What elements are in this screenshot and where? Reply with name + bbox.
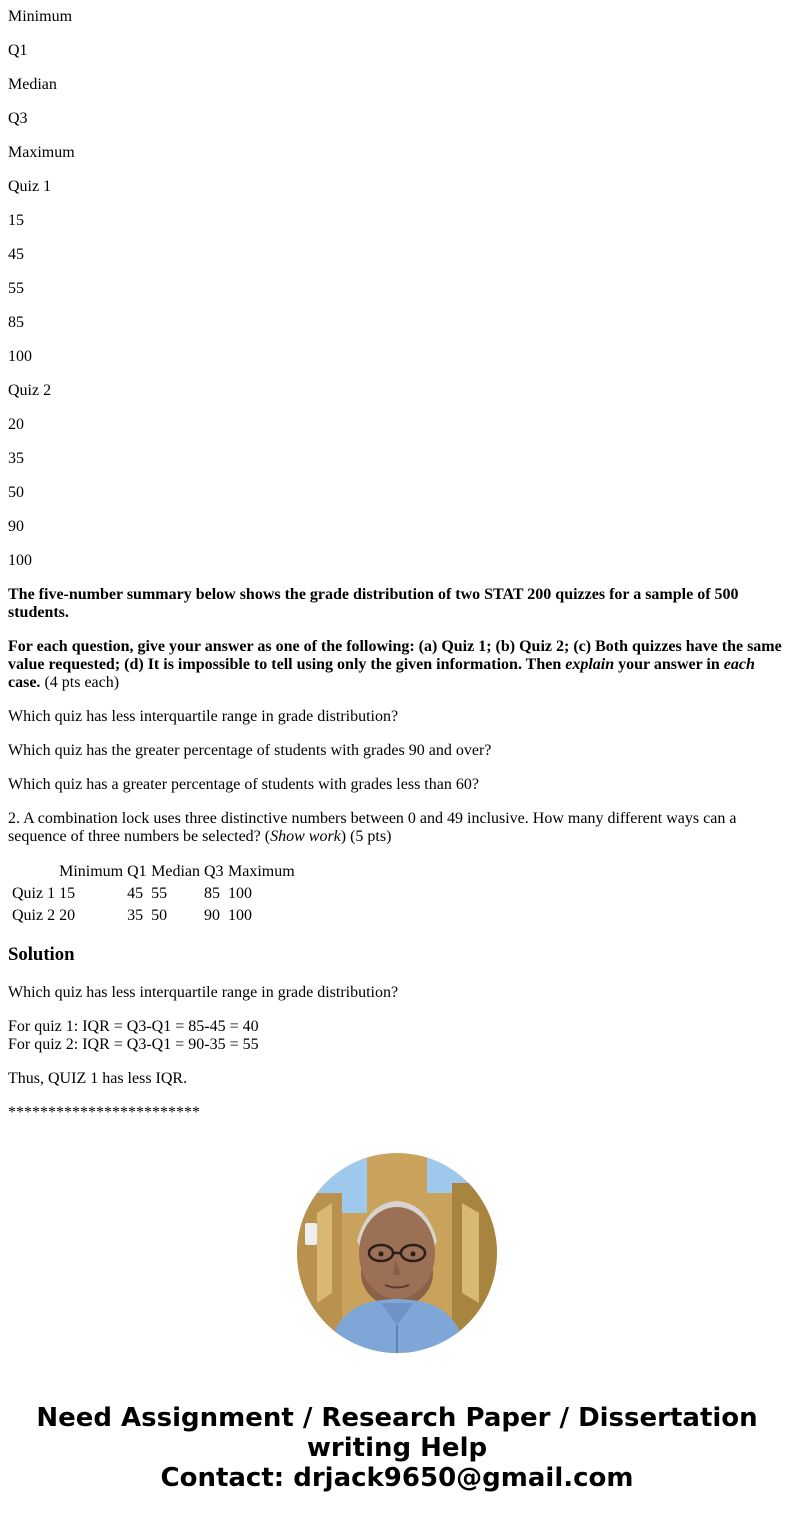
promo-banner (0, 1403, 794, 1493)
list-item: 100 (8, 552, 32, 569)
table-cell: 50 (151, 907, 168, 924)
list-item: Q1 (8, 42, 28, 59)
list-item: 15 (8, 212, 24, 229)
instructions-italic-each: each (723, 656, 755, 673)
intro-paragraph: The five-number summary below shows the grade distribution of two STAT 200 quizzes for a sample of 500 students. (8, 586, 739, 621)
question-2-italic: Show work (270, 828, 341, 845)
solution-calculation (8, 1018, 786, 1054)
list-item: 20 (8, 416, 24, 433)
promo-contact-line: Contact: drjack9650@gmail.com (160, 1463, 634, 1493)
list-item: 50 (8, 484, 24, 501)
table-cell: Quiz 1 (12, 885, 56, 902)
promo-line-1: Need Assignment / Research Paper / Dissertation (36, 1403, 758, 1433)
instructions-italic-explain: explain (565, 656, 615, 673)
table-header-cell: Maximum (228, 863, 295, 880)
list-item: Maximum (8, 144, 75, 161)
list-item: 85 (8, 314, 24, 331)
table-header-cell: Q1 (127, 863, 147, 880)
list-item: 45 (8, 246, 24, 263)
table-cell: 100 (228, 907, 252, 924)
question-item: Which quiz has the greater percentage of students with grades 90 and over? (8, 742, 492, 759)
question-2-text: 2. A combination lock uses three distinctive numbers between 0 and 49 inclusive. How many different ways can a sequence of three numbers be selected? ( (8, 810, 737, 845)
table-header-row (11, 862, 296, 882)
list-item: Minimum (8, 8, 73, 25)
question-2-tail: ) (5 pts) (340, 828, 392, 845)
avatar-portrait-icon (297, 1153, 497, 1353)
instructions-paragraph (8, 638, 786, 692)
table-header-cell (11, 862, 56, 882)
table-header-cell: Median (151, 863, 200, 880)
list-item: 90 (8, 518, 24, 535)
table-cell: 20 (59, 907, 76, 924)
tutor-avatar-photo (297, 1153, 497, 1353)
solution-line-quiz-2: For quiz 2: IQR = Q3-Q1 = 90-35 = 55 (8, 1036, 259, 1053)
question-item: Which quiz has a greater percentage of students with grades less than 60? (8, 776, 479, 793)
promo-line-2: writing Help (306, 1433, 488, 1463)
instructions-bold-3: case. (8, 674, 41, 691)
list-item: Quiz 1 (8, 178, 52, 195)
question-2 (8, 810, 786, 846)
separator: ************************ (8, 1104, 200, 1121)
solution-question: Which quiz has less interquartile range in grade distribution? (8, 984, 399, 1001)
five-number-summary-table (9, 860, 298, 928)
instructions-points: (4 pts each) (40, 674, 120, 691)
table-cell: Quiz 2 (12, 907, 56, 924)
list-item: Q3 (8, 110, 28, 127)
list-item: 100 (8, 348, 32, 365)
solution-line-quiz-1: For quiz 1: IQR = Q3-Q1 = 85-45 = 40 (8, 1018, 259, 1035)
table-row (11, 884, 296, 904)
list-item: 35 (8, 450, 24, 467)
list-item: Quiz 2 (8, 382, 52, 399)
instructions-bold-1: For each question, give your answer as one of the following: (a) Quiz 1; (b) Quiz 2; (c) Both quizzes have the same value requested; (d) It is impossible to tell using only the given information. Then (8, 638, 782, 673)
table-cell: 100 (228, 885, 252, 902)
instructions-bold-2: your answer in (614, 656, 724, 673)
solution-conclusion: Thus, QUIZ 1 has less IQR. (8, 1070, 188, 1087)
table-header-cell: Minimum (59, 863, 124, 880)
plain-value-list (8, 8, 786, 570)
table-row (11, 906, 296, 926)
table-cell: 35 (127, 907, 144, 924)
table-cell: 90 (204, 907, 220, 924)
table-cell: 85 (204, 885, 220, 902)
table-cell: 55 (151, 885, 168, 902)
table-cell: 45 (127, 885, 144, 902)
list-item: Median (8, 76, 57, 93)
solution-heading: Solution (8, 944, 75, 965)
question-item: Which quiz has less interquartile range in grade distribution? (8, 708, 399, 725)
list-item: 55 (8, 280, 24, 297)
table-cell: 15 (59, 885, 76, 902)
table-header-cell: Q3 (204, 863, 224, 880)
document-body (8, 8, 786, 1138)
